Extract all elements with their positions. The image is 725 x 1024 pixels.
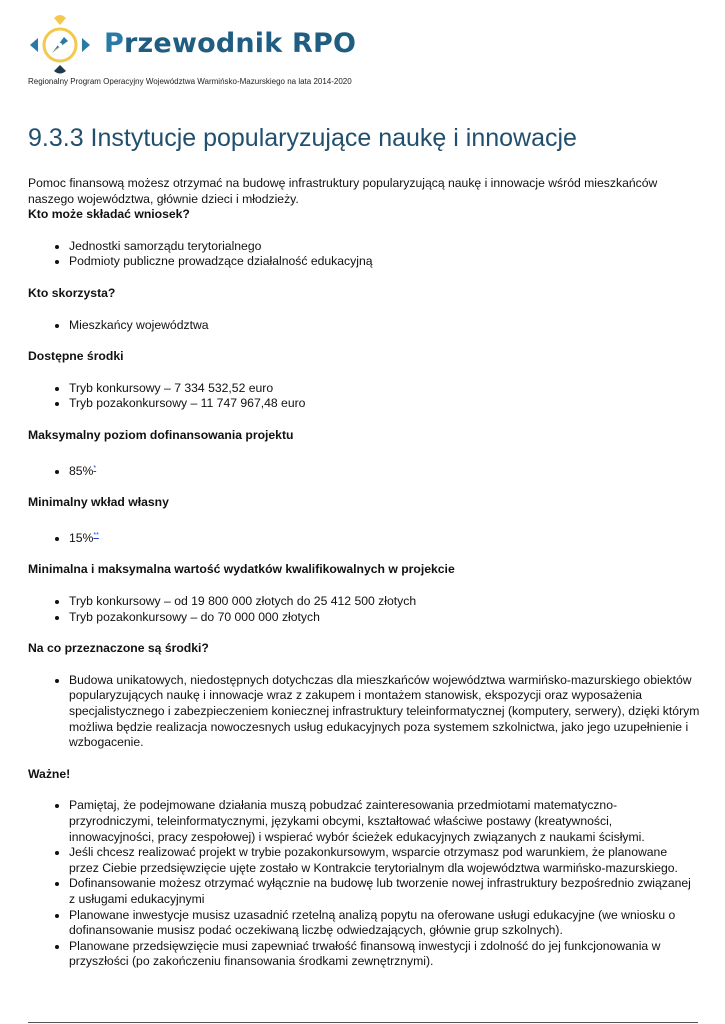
list-item: • Jednostki samorządu terytorialnego (69, 239, 700, 255)
logo-name: rzewodnik RPO (124, 27, 357, 59)
list-purpose (28, 673, 700, 751)
bottom-divider (28, 1022, 698, 1023)
list-beneficiaries (28, 318, 700, 334)
list-item: • Pamiętaj, że podejmowane działania muszą pobudzać zainteresowania przedmiotami matematyczno-przyrodniczymi, teleinformatycznymi, językami obcymi, kształtować właściwe postawy (kreatywności, innowacyjności, pracy zespołowej) i wspierać wybór ścieżek edukacyjnych związanych z naukami ścisłymi. (69, 798, 700, 845)
list-item: • Dofinansowanie możesz otrzymać wyłącznie na budowę lub tworzenie nowej infrastruktury bezpośrednio związanej z usługami edukacyjnymi (69, 876, 700, 907)
list-item: • Jeśli chcesz realizować projekt w trybie pozakonkursowym, wsparcie otrzymasz pod warunkiem, że planowane przez Ciebie przedsięwzięcie ujęte zostało w Kontrakcie terytorialnym dla województwa warmińsko-mazurskiego. (69, 845, 700, 876)
heading-purpose: Na co przeznaczone są środki? (28, 641, 209, 656)
list-max-cofinancing (28, 460, 700, 480)
list-item: • Mieszkańcy województwa (69, 318, 700, 334)
list-item: • Budowa unikatowych, niedostępnych dotychczas dla mieszkańców województwa warmińsko-mazurskiego obiektów popularyzujących naukę i innowacje wraz z zakupem i montażem stanowisk, ekspozycji oraz wyposażenia specjalistycznego i zabezpieczeniem koniecznej infrastruktury teleinformatycznej (komputery, serwery), dzięki którym możliwa będzie realizacja nowoczesnych usług edukacyjnych poza systemem szkolnictwa, jako jego uzupełnienie i wzbogacenie. (69, 673, 700, 751)
heading-beneficiaries: Kto skorzysta? (28, 285, 116, 300)
list-own-contribution (28, 527, 700, 547)
list-item: • Tryb pozakonkursowy – do 70 000 000 złotych (69, 610, 700, 626)
heading-max-cofinancing: Maksymalny poziom dofinansowania projektu (28, 427, 294, 442)
compass-logo-icon (28, 14, 92, 76)
list-item: • Tryb pozakonkursowy – 11 747 967,48 euro (69, 396, 700, 412)
logo-initial: P (104, 27, 124, 59)
heading-important: Ważne! (28, 766, 71, 781)
logo-wordmark (104, 28, 356, 59)
list-item (69, 527, 700, 547)
intro-paragraph: Pomoc finansową możesz otrzymać na budowę infrastruktury popularyzującą naukę i innowacje wśród mieszkańców naszego województwa, głównie dzieci i młodzieży. (28, 176, 658, 206)
contribution-value: 15% (69, 530, 94, 545)
list-item: • Podmioty publiczne prowadzące działalność edukacyjną (69, 254, 700, 270)
heading-funds: Dostępne środki (28, 349, 124, 364)
list-important (28, 798, 700, 970)
main-content (28, 176, 700, 970)
heading-own-contribution: Minimalny wkład własny (28, 495, 169, 510)
list-item (69, 460, 700, 480)
page-title: 9.3.3 Instytucje popularyzujące naukę i innowacje (28, 124, 577, 152)
site-header (28, 14, 356, 76)
list-who-apply (28, 239, 700, 270)
footnote-link[interactable]: ** (93, 531, 99, 539)
footnote-link[interactable]: * (93, 464, 97, 472)
heading-who-apply: Kto może składać wniosek? (28, 207, 190, 222)
list-expenditure (28, 594, 700, 625)
cofinancing-value: 85% (69, 463, 94, 478)
list-item: • Tryb konkursowy – od 19 800 000 złotych do 25 412 500 złotych (69, 594, 700, 610)
list-funds (28, 381, 700, 412)
program-subtitle: Regionalny Program Operacyjny Województwa Warmińsko-Mazurskiego na lata 2014-2020 (28, 77, 352, 86)
list-item: • Planowane inwestycje musisz uzasadnić rzetelną analizą popytu na oferowane usługi edukacyjne (we wniosku o dofinansowanie musisz podać oczekiwaną liczbę odwiedzających, głównie grup szkolnych). (69, 908, 700, 939)
list-item: • Planowane przedsięwzięcie musi zapewniać trwałość finansową inwestycji i zdolność do jej funkcjonowania w przyszłości (po zakończeniu finansowania środkami zewnętrznymi). (69, 939, 700, 970)
heading-expenditure: Minimalna i maksymalna wartość wydatków kwalifikowalnych w projekcie (28, 562, 455, 577)
list-item: • Tryb konkursowy – 7 334 532,52 euro (69, 381, 700, 397)
